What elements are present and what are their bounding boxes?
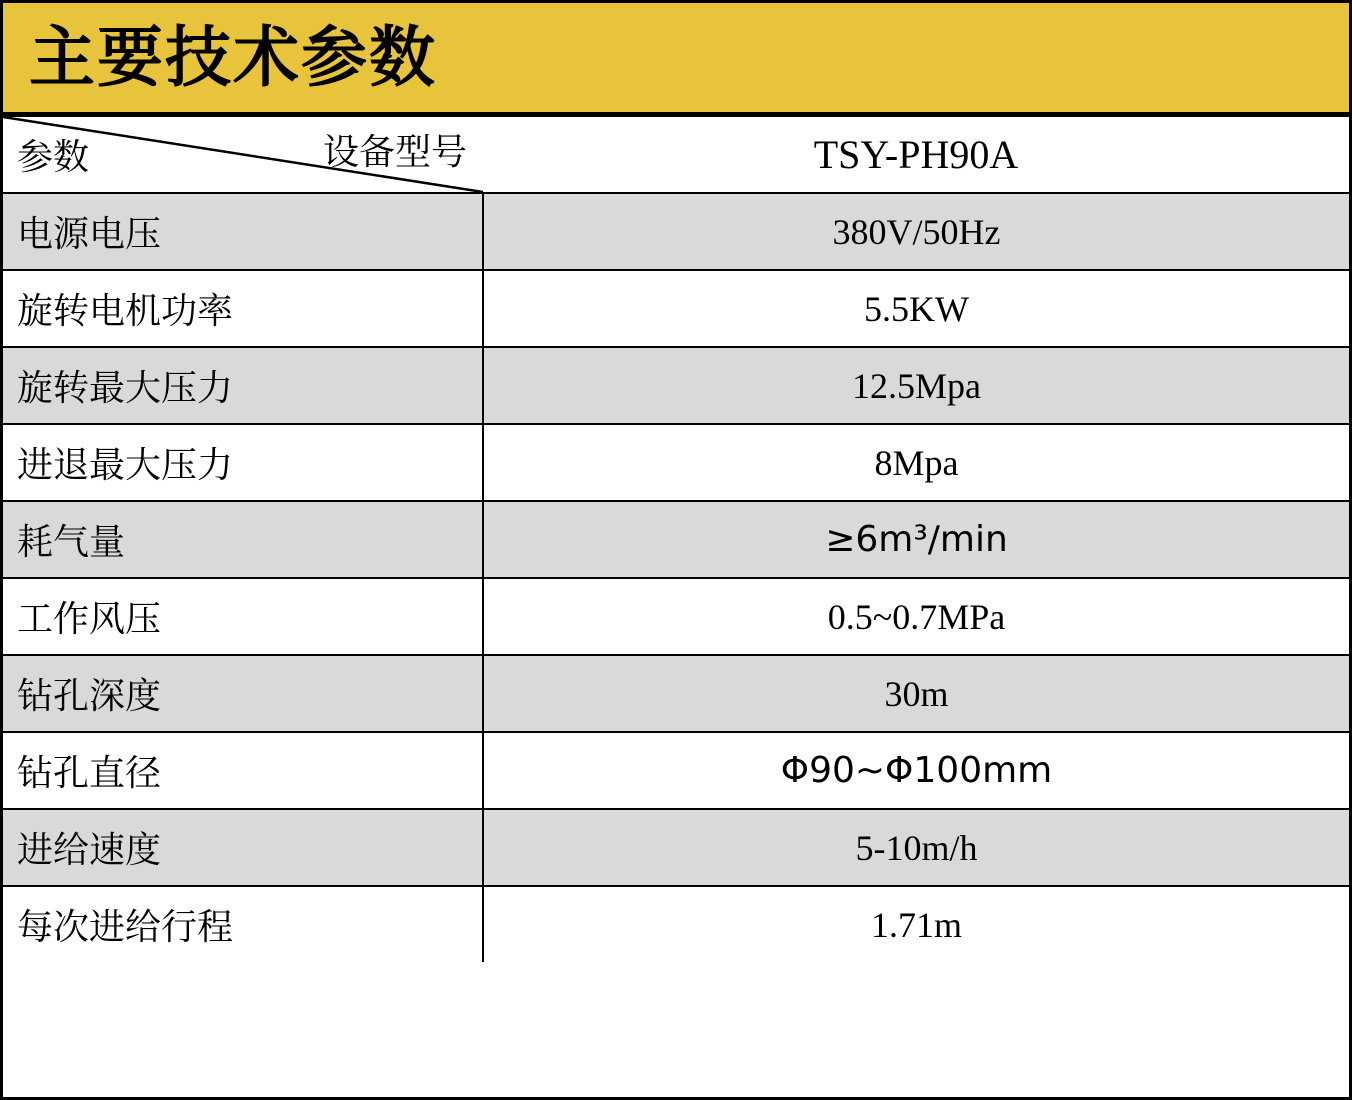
parameter-value: Φ90~Φ100mm <box>483 732 1349 809</box>
title-banner <box>3 3 1349 115</box>
table-row <box>3 578 1349 655</box>
parameter-name: 旋转最大压力 <box>3 347 483 424</box>
parameter-value: 8Mpa <box>483 424 1349 501</box>
table-row <box>3 193 1349 270</box>
parameter-name: 耗气量 <box>3 501 483 578</box>
parameter-name: 工作风压 <box>3 578 483 655</box>
parameter-value: 5.5KW <box>483 270 1349 347</box>
table-row <box>3 886 1349 962</box>
table-header-row <box>3 116 1349 193</box>
parameter-name: 进退最大压力 <box>3 424 483 501</box>
spec-table-body <box>3 116 1349 962</box>
spec-table <box>3 115 1349 962</box>
model-header-label: 设备型号 <box>322 132 467 172</box>
parameter-name: 进给速度 <box>3 809 483 886</box>
parameter-value: 30m <box>483 655 1349 732</box>
parameter-value: 5-10m/h <box>483 809 1349 886</box>
parameter-header-label: 参数 <box>17 137 90 178</box>
parameter-name: 每次进给行程 <box>3 886 483 962</box>
table-row <box>3 501 1349 578</box>
parameter-name: 旋转电机功率 <box>3 270 483 347</box>
table-row <box>3 424 1349 501</box>
parameter-value: ≥6m³/min <box>483 501 1349 578</box>
parameter-name: 电源电压 <box>3 193 483 270</box>
table-row <box>3 809 1349 886</box>
page-title: 主要技术参数 <box>29 18 437 96</box>
model-value: TSY-PH90A <box>483 116 1349 193</box>
parameter-name: 钻孔直径 <box>3 732 483 809</box>
parameter-value: 12.5Mpa <box>483 347 1349 424</box>
parameter-value: 1.71m <box>483 886 1349 962</box>
table-row <box>3 347 1349 424</box>
parameter-value: 380V/50Hz <box>483 193 1349 270</box>
table-row <box>3 732 1349 809</box>
parameter-value: 0.5~0.7MPa <box>483 578 1349 655</box>
corner-header-cell <box>3 116 483 193</box>
table-row <box>3 655 1349 732</box>
parameter-name: 钻孔深度 <box>3 655 483 732</box>
table-row <box>3 270 1349 347</box>
